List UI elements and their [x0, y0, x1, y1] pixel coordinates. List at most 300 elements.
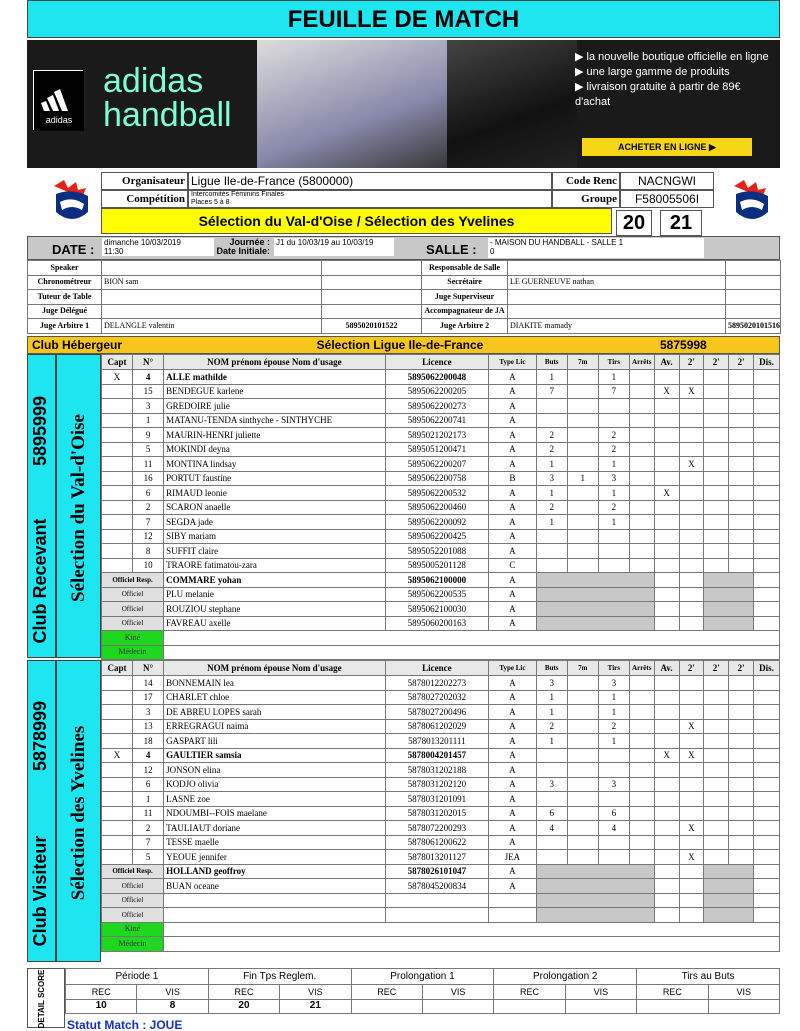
player-number: 13	[133, 719, 164, 734]
saves-cell	[629, 471, 654, 486]
staff-licence-type: A	[489, 616, 537, 631]
goals-cell: 6	[536, 806, 567, 821]
seven-m-cell	[567, 763, 598, 778]
shots-cell	[598, 835, 629, 850]
warning-cell	[654, 558, 679, 573]
player-licence: 5895051200471	[385, 442, 489, 457]
banner-brand-line2: handball	[103, 96, 232, 134]
home-side-label: Club Recevant	[30, 518, 50, 644]
buy-online-button[interactable]: ACHETER EN LIGNE ▶	[582, 138, 752, 156]
licence-type: A	[489, 748, 537, 763]
disqualification-cell	[753, 821, 779, 836]
seven-m-cell	[567, 835, 598, 850]
goals-cell	[536, 835, 567, 850]
code-renc-label: Code Renc	[552, 172, 620, 190]
medecin-row	[102, 645, 780, 660]
staff-licence: 5878026101047	[385, 864, 489, 879]
column-header: Av.	[654, 661, 679, 676]
saves-cell	[629, 676, 654, 691]
suspension-cell	[704, 806, 729, 821]
suspension-cell: X	[679, 850, 704, 865]
shots-cell: 1	[598, 515, 629, 530]
player-number: 7	[133, 515, 164, 530]
player-name: TESSE maelle	[164, 835, 386, 850]
player-number: 8	[133, 544, 164, 559]
disqualification-cell	[753, 792, 779, 807]
player-licence: 5878004201457	[385, 748, 489, 763]
licence-type: A	[489, 835, 537, 850]
suspension-cell	[729, 544, 754, 559]
player-name: SEGDA jade	[164, 515, 386, 530]
match-status: Statut Match : JOUE	[67, 1018, 183, 1031]
warning-cell: X	[654, 486, 679, 501]
licence-type: A	[489, 500, 537, 515]
goals-cell: 3	[536, 676, 567, 691]
captain-cell	[102, 384, 133, 399]
staff-blank-cell	[536, 879, 654, 894]
journee-value: J1 du 10/03/19 au 10/03/19	[274, 238, 394, 256]
goals-cell	[536, 544, 567, 559]
player-licence: 5878027200496	[385, 705, 489, 720]
suspension-cell	[704, 777, 729, 792]
player-licence: 5878031202015	[385, 806, 489, 821]
staff-licence: 5878045200834	[385, 879, 489, 894]
rec-score: 10	[66, 999, 137, 1014]
staff-blank-cell	[704, 864, 754, 879]
player-name: ERREGRAGUI naima	[164, 719, 386, 734]
suspension-cell	[729, 821, 754, 836]
player-row	[102, 399, 780, 414]
suspension-cell	[679, 806, 704, 821]
column-header: Dis.	[753, 355, 779, 370]
shots-cell: 2	[598, 500, 629, 515]
staff-blank-cell	[536, 864, 654, 879]
goals-cell	[536, 850, 567, 865]
disqualification-cell	[753, 428, 779, 443]
player-row	[102, 777, 780, 792]
player-name: BENDEGUE karlene	[164, 384, 386, 399]
goals-cell: 1	[536, 515, 567, 530]
banner-item: ▶ livraison gratuite à partir de 89€ d'achat	[575, 81, 741, 108]
player-row	[102, 558, 780, 573]
suspension-cell	[704, 734, 729, 749]
competition-value: Intercomités Féminins Finales Places 5 à 8	[188, 190, 552, 208]
disqualification-cell	[753, 690, 779, 705]
staff-role: Officiel	[102, 587, 164, 602]
column-header: Buts	[536, 661, 567, 676]
sheet-title: FEUILLE DE MATCH	[27, 0, 780, 38]
licence-type: A	[489, 457, 537, 472]
suspension-cell	[679, 471, 704, 486]
suspension-cell	[729, 529, 754, 544]
shots-cell: 7	[598, 384, 629, 399]
staff-row	[102, 587, 780, 602]
licence-type: A	[489, 705, 537, 720]
secretaire-value: LE GUERNEUVE nathan	[508, 275, 726, 290]
home-code: 5895999	[30, 395, 50, 467]
column-header: Licence	[385, 661, 489, 676]
staff-name: PLU melanie	[164, 587, 386, 602]
suspension-cell	[704, 413, 729, 428]
player-name: KODJO olivia	[164, 777, 386, 792]
seven-m-cell	[567, 734, 598, 749]
staff-licence-type	[489, 893, 537, 908]
goals-cell	[536, 413, 567, 428]
warning-cell	[654, 806, 679, 821]
staff-licence: 5895062200535	[385, 587, 489, 602]
code-renc-value: NACNGWI	[620, 172, 714, 190]
banner-player-image	[257, 40, 457, 168]
licence-type: B	[489, 471, 537, 486]
shots-cell: 1	[598, 705, 629, 720]
adidas-logo	[33, 70, 83, 130]
shots-cell	[598, 558, 629, 573]
player-name: TAULIAUT doriane	[164, 821, 386, 836]
suspension-cell	[704, 500, 729, 515]
medecin-label: Médecin	[102, 937, 164, 952]
player-licence: 5878031202188	[385, 763, 489, 778]
player-row	[102, 792, 780, 807]
saves-cell	[629, 821, 654, 836]
kine-label: Kiné	[102, 922, 164, 937]
player-row	[102, 428, 780, 443]
shots-cell: 3	[598, 676, 629, 691]
staff-blank-cell	[536, 893, 654, 908]
suspension-cell	[729, 719, 754, 734]
secretaire-label: Secrétaire	[422, 275, 508, 290]
away-side-label: Club Visiteur	[30, 835, 50, 947]
seven-m-cell	[567, 515, 598, 530]
shots-cell: 1	[598, 457, 629, 472]
suspension-cell	[679, 399, 704, 414]
shots-cell	[598, 748, 629, 763]
warning-cell	[654, 705, 679, 720]
saves-cell	[629, 792, 654, 807]
staff-name	[164, 893, 386, 908]
officials-table	[27, 260, 781, 334]
staff-blank-cell	[753, 616, 779, 631]
shots-cell	[598, 413, 629, 428]
player-number: 12	[133, 529, 164, 544]
seven-m-cell	[567, 558, 598, 573]
suspension-cell	[704, 529, 729, 544]
medecin-value	[164, 645, 780, 660]
shots-cell: 1	[598, 734, 629, 749]
player-row	[102, 748, 780, 763]
staff-blank-cell	[753, 864, 779, 879]
warning-cell: X	[654, 748, 679, 763]
arbitre2-licence: 5895020101516	[726, 319, 781, 334]
suspension-cell	[704, 705, 729, 720]
disqualification-cell	[753, 384, 779, 399]
seven-m-cell	[567, 777, 598, 792]
seven-m-cell	[567, 544, 598, 559]
disqualification-cell	[753, 442, 779, 457]
column-header: Arrêts	[629, 661, 654, 676]
club-hebergeur-name: Sélection Ligue Ile-de-France	[316, 338, 484, 352]
goals-cell: 1	[536, 705, 567, 720]
column-header: 7m	[567, 355, 598, 370]
player-number: 12	[133, 763, 164, 778]
seven-m-cell	[567, 370, 598, 385]
seven-m-cell	[567, 457, 598, 472]
staff-row	[102, 893, 780, 908]
rec-label: REC	[637, 985, 708, 1000]
vis-score	[708, 999, 779, 1014]
club-hebergeur-label: Club Hébergeur	[32, 338, 123, 352]
suspension-cell	[679, 676, 704, 691]
staff-licence-type: A	[489, 864, 537, 879]
goals-cell: 4	[536, 821, 567, 836]
warning-cell	[654, 442, 679, 457]
shots-cell	[598, 544, 629, 559]
staff-name: COMMARE yohan	[164, 573, 386, 588]
kine-label: Kiné	[102, 631, 164, 646]
captain-cell	[102, 806, 133, 821]
player-number: 14	[133, 676, 164, 691]
player-name: SCARON anaelle	[164, 500, 386, 515]
goals-cell	[536, 529, 567, 544]
player-name: SIBY mariam	[164, 529, 386, 544]
goals-cell: 1	[536, 690, 567, 705]
seven-m-cell	[567, 719, 598, 734]
rec-score: 20	[208, 999, 279, 1014]
disqualification-cell	[753, 676, 779, 691]
disqualification-cell	[753, 777, 779, 792]
warning-cell	[654, 471, 679, 486]
chrono-label: Chronométreur	[28, 275, 102, 290]
player-number: 11	[133, 806, 164, 821]
banner-brand-line1: adidas	[103, 62, 204, 100]
column-header: Licence	[385, 355, 489, 370]
player-name: MATANU-TENDA sinthyche - SINTHYCHE	[164, 413, 386, 428]
staff-blank-cell	[704, 573, 754, 588]
suspension-cell	[679, 705, 704, 720]
captain-cell	[102, 428, 133, 443]
suspension-cell	[704, 515, 729, 530]
saves-cell	[629, 399, 654, 414]
licence-type: A	[489, 544, 537, 559]
player-name: MOKINDI deyna	[164, 442, 386, 457]
player-row	[102, 457, 780, 472]
suspension-cell	[679, 544, 704, 559]
suspension-cell	[679, 529, 704, 544]
goals-cell: 1	[536, 370, 567, 385]
suspension-cell	[729, 806, 754, 821]
saves-cell	[629, 806, 654, 821]
competition-label: Compétition	[101, 190, 188, 208]
player-row	[102, 734, 780, 749]
licence-type: A	[489, 515, 537, 530]
player-licence: 5895062200092	[385, 515, 489, 530]
rec-label: REC	[208, 985, 279, 1000]
suspension-cell: X	[679, 384, 704, 399]
disqualification-cell	[753, 806, 779, 821]
warning-cell	[654, 719, 679, 734]
staff-blank-cell	[536, 587, 654, 602]
disqualification-cell	[753, 370, 779, 385]
staff-row	[102, 879, 780, 894]
seven-m-cell	[567, 676, 598, 691]
player-name: SUFFIT claire	[164, 544, 386, 559]
suspension-cell	[679, 428, 704, 443]
rec-label: REC	[66, 985, 137, 1000]
staff-role: Officiel	[102, 602, 164, 617]
disqualification-cell	[753, 529, 779, 544]
disqualification-cell	[753, 763, 779, 778]
player-number: 1	[133, 792, 164, 807]
column-header: 2'	[729, 355, 754, 370]
seven-m-cell	[567, 413, 598, 428]
suspension-cell	[704, 835, 729, 850]
accompagnateur-label: Accompagnateur de JA	[422, 304, 508, 319]
suspension-cell	[704, 486, 729, 501]
player-row	[102, 719, 780, 734]
disqualification-cell	[753, 748, 779, 763]
player-number: 4	[133, 370, 164, 385]
licence-type: A	[489, 806, 537, 821]
vis-label: VIS	[280, 985, 351, 1000]
saves-cell	[629, 515, 654, 530]
disqualification-cell	[753, 471, 779, 486]
captain-cell	[102, 705, 133, 720]
saves-cell	[629, 690, 654, 705]
staff-licence: 5895062100000	[385, 573, 489, 588]
suspension-cell	[729, 676, 754, 691]
kine-value	[164, 631, 780, 646]
captain-cell	[102, 442, 133, 457]
captain-cell	[102, 676, 133, 691]
staff-role: Officiel	[102, 893, 164, 908]
rec-label: REC	[494, 985, 565, 1000]
suspension-cell	[729, 558, 754, 573]
suspension-cell: X	[679, 748, 704, 763]
player-row	[102, 850, 780, 865]
player-name: RIMAUD leonie	[164, 486, 386, 501]
column-header: N°	[133, 355, 164, 370]
staff-blank-cell	[654, 908, 679, 923]
suspension-cell	[679, 500, 704, 515]
player-name: TRAORE fatimatou-zara	[164, 558, 386, 573]
arbitre1-value: DELANGLE valentin	[102, 319, 322, 334]
licence-type: JEA	[489, 850, 537, 865]
suspension-cell	[729, 850, 754, 865]
goals-cell: 7	[536, 384, 567, 399]
goals-cell: 2	[536, 428, 567, 443]
shots-cell	[598, 399, 629, 414]
adidas-banner[interactable]	[27, 40, 780, 168]
detail-score-table	[65, 968, 780, 1014]
suspension-cell	[704, 471, 729, 486]
suspension-cell	[729, 777, 754, 792]
period-label: Prolongation 2	[494, 969, 637, 985]
detail-score-label: DETAIL SCORE	[37, 969, 46, 1029]
player-row	[102, 500, 780, 515]
score-home: 20	[616, 210, 652, 236]
suspension-cell	[729, 690, 754, 705]
licence-type: A	[489, 676, 537, 691]
player-licence: 5895052201088	[385, 544, 489, 559]
suspension-cell	[729, 457, 754, 472]
journee-label: Journée : Date Initiale:	[216, 237, 270, 256]
player-name: LASNE zoe	[164, 792, 386, 807]
captain-cell: X	[102, 748, 133, 763]
warning-cell	[654, 413, 679, 428]
saves-cell	[629, 544, 654, 559]
warning-cell	[654, 690, 679, 705]
player-number: 16	[133, 471, 164, 486]
tuteur-label: Tuteur de Table	[28, 290, 102, 305]
vis-label: VIS	[565, 985, 636, 1000]
saves-cell	[629, 748, 654, 763]
staff-blank-cell	[679, 573, 704, 588]
warning-cell	[654, 835, 679, 850]
player-licence: 5895062200425	[385, 529, 489, 544]
column-header: 2'	[704, 355, 729, 370]
player-number: 5	[133, 850, 164, 865]
captain-cell	[102, 719, 133, 734]
player-licence: 5895021202173	[385, 428, 489, 443]
player-name: NDOUMBI--FOIS maelane	[164, 806, 386, 821]
licence-type: A	[489, 370, 537, 385]
vis-label: VIS	[137, 985, 208, 1000]
player-licence: 5878061200622	[385, 835, 489, 850]
player-number: 7	[133, 835, 164, 850]
player-row	[102, 413, 780, 428]
staff-blank-cell	[753, 587, 779, 602]
seven-m-cell	[567, 850, 598, 865]
player-row	[102, 835, 780, 850]
club-hebergeur-code: 5875998	[660, 338, 707, 352]
staff-licence: 5895060200163	[385, 616, 489, 631]
seven-m-cell	[567, 806, 598, 821]
kine-row	[102, 922, 780, 937]
saves-cell	[629, 384, 654, 399]
player-name: JONSON elina	[164, 763, 386, 778]
disqualification-cell	[753, 850, 779, 865]
shots-cell: 1	[598, 690, 629, 705]
suspension-cell	[729, 442, 754, 457]
disqualification-cell	[753, 544, 779, 559]
goals-cell	[536, 792, 567, 807]
shots-cell: 1	[598, 486, 629, 501]
player-name: MAURIN-HENRI juliette	[164, 428, 386, 443]
licence-type: A	[489, 777, 537, 792]
officials-row	[28, 304, 781, 319]
captain-cell	[102, 399, 133, 414]
medecin-value	[164, 937, 780, 952]
period-header-row	[66, 969, 780, 985]
staff-blank-cell	[679, 864, 704, 879]
suspension-cell	[679, 763, 704, 778]
disqualification-cell	[753, 705, 779, 720]
arbitre1-licence: 5895020101522	[322, 319, 422, 334]
home-roster-table	[101, 354, 780, 660]
arbitre1-label: Juge Arbitre 1	[28, 319, 102, 334]
player-row	[102, 384, 780, 399]
licence-type: A	[489, 486, 537, 501]
shots-cell: 3	[598, 777, 629, 792]
player-number: 4	[133, 748, 164, 763]
saves-cell	[629, 835, 654, 850]
seven-m-cell	[567, 690, 598, 705]
staff-blank-cell	[654, 879, 679, 894]
warning-cell	[654, 734, 679, 749]
period-label: Prolongation 1	[351, 969, 494, 985]
shots-cell	[598, 763, 629, 778]
player-licence: 5895062200741	[385, 413, 489, 428]
staff-blank-cell	[679, 893, 704, 908]
